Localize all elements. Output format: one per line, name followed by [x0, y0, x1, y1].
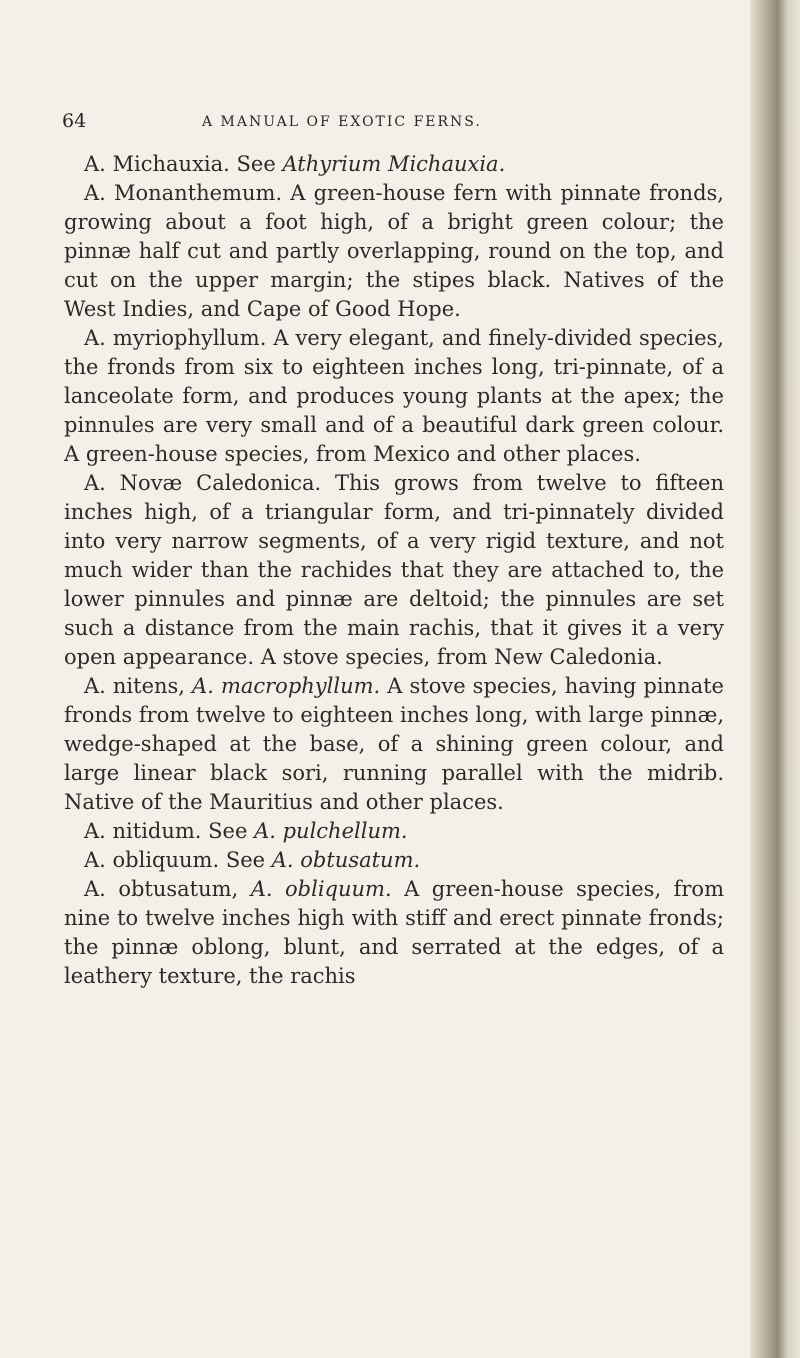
entry-description: A green-house species, from nine to twelve inches high with stiff and erect pinnate fronds; the pinnæ oblong, blunt, and serrated at the edges, of a leathery texture, the rachis — [64, 877, 724, 988]
page-number: 64 — [62, 110, 87, 132]
synonym: A. macrophyllum. — [192, 674, 381, 698]
page-binding-edge — [750, 0, 800, 1358]
see-word: See — [236, 152, 276, 176]
see-word: See — [208, 819, 248, 843]
entry-name: A. Michauxia. — [84, 152, 230, 176]
entry-name: A. obtusatum, — [84, 877, 239, 901]
text-column — [64, 150, 724, 991]
entry-michauxia — [64, 150, 724, 179]
entry-name: A. obliquum. — [84, 848, 220, 872]
entry-novae-caledonica — [64, 469, 724, 672]
cross-reference: Athyrium Michauxia. — [282, 152, 506, 176]
see-word: See — [225, 848, 266, 872]
entry-name: A. myriophyllum. — [84, 326, 267, 350]
running-head: A MANUAL OF EXOTIC FERNS. — [202, 114, 482, 130]
entry-description: A green-house fern with pinnate fronds, growing about a foot high, of a bright green colour; the pinnæ half cut and partly overlapping, round on the top, and cut on the upper margin; the stipes black. Natives of the West Indies, and Cape of Good Hope. — [64, 181, 724, 321]
entry-name: A. Monanthemum. — [84, 181, 283, 205]
entry-description: A stove species, having pinnate fronds from twelve to eighteen inches long, with large pinnæ, wedge-shaped at the base, of a shining green colour, and large linear black sori, running parallel with the midrib. Native of the Mauritius and other places. — [64, 674, 724, 814]
entry-nitidum — [64, 817, 724, 846]
entry-name: A. nitidum. — [84, 819, 202, 843]
entry-monanthemum — [64, 179, 724, 324]
entry-nitens — [64, 672, 724, 817]
entry-myriophyllum — [64, 324, 724, 469]
entry-description: This grows from twelve to fifteen inches high, of a triangular form, and tri-pinnately divided into very narrow segments, of a very rigid texture, and not much wider than the rachides that they are attached to, the lower pinnules and pinnæ are deltoid; the pinnules are set such a distance from the main rachis, that it gives it a very open appearance. A stove species, from New Caledonia. — [64, 471, 724, 669]
entry-obliquum — [64, 846, 724, 875]
entry-description: A very elegant, and finely-divided species, the fronds from six to eighteen inches long, tri-pinnate, of a lanceolate form, and produces young plants at the apex; the pinnules are very small and of a beautiful dark green colour. A green-house species, from Mexico and other places. — [64, 326, 724, 466]
entry-obtusatum — [64, 875, 724, 991]
entry-name: A. nitens, — [84, 674, 185, 698]
cross-reference: A. pulchellum. — [254, 819, 408, 843]
entry-name: A. Novæ Caledonica. — [84, 471, 322, 495]
synonym: A. obliquum. — [250, 877, 392, 901]
cross-reference: A. obtusatum. — [271, 848, 421, 872]
page-header — [62, 104, 702, 140]
